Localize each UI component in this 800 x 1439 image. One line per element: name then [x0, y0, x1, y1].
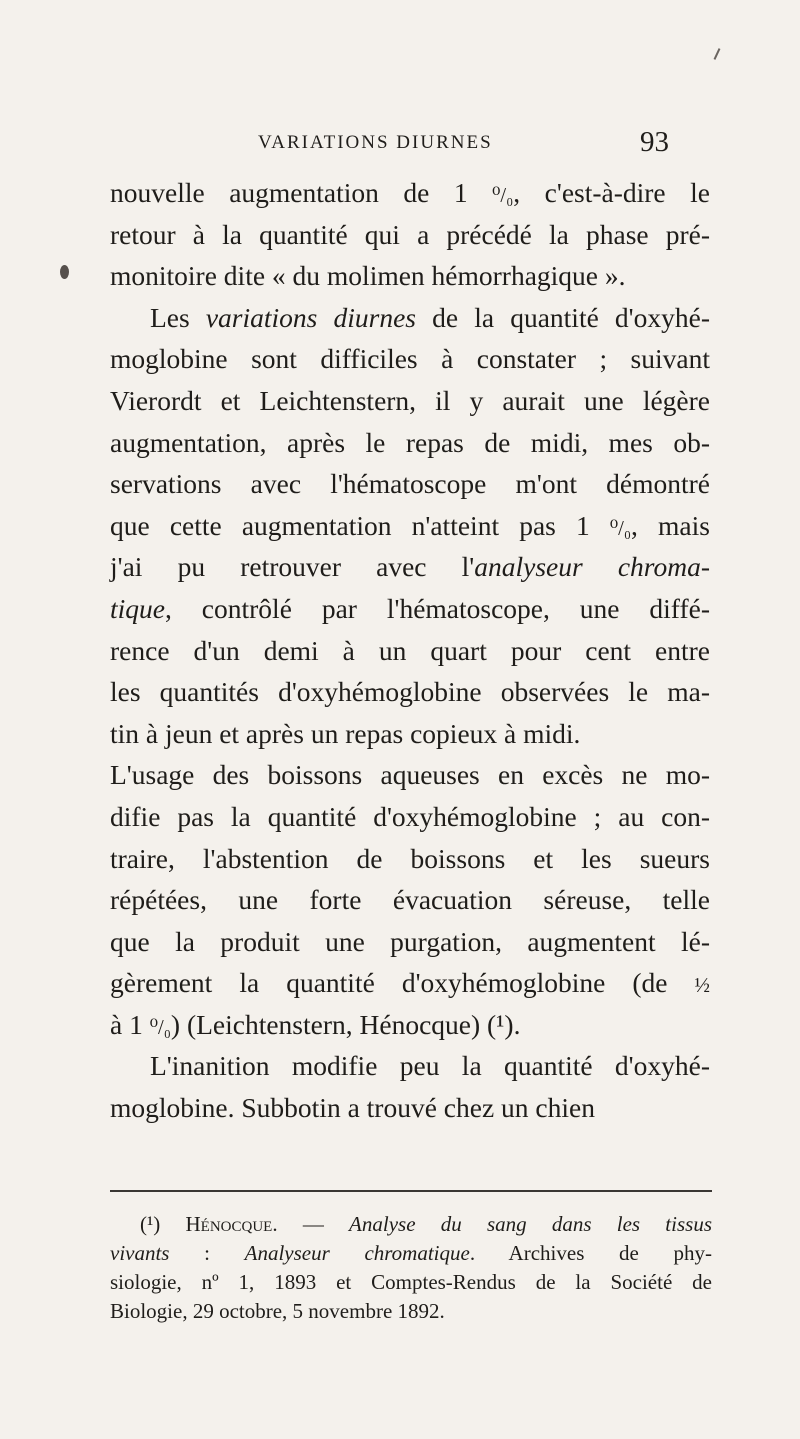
body_lines-line	[110, 172, 710, 214]
text-run: à 1	[110, 1008, 150, 1040]
body_lines-line	[110, 255, 710, 297]
text-run: . Archives de phy-	[469, 1241, 712, 1265]
running-head	[0, 128, 800, 168]
text-run: siologie, nº 1, 1893 et Comptes-Rendus de la Société de	[110, 1270, 712, 1294]
text-run: , c'est-à-dire le	[513, 177, 710, 208]
italic-run: Analyse du sang dans les tissus	[349, 1212, 712, 1236]
text-run: que cette augmentation n'atteint pas 1	[110, 509, 610, 541]
ink-blot	[60, 265, 69, 279]
author-name: Hénocque	[185, 1212, 273, 1236]
body_lines-line	[110, 214, 710, 256]
body_lines-line	[110, 962, 710, 1004]
text-run: :	[169, 1241, 245, 1265]
text-run: moglobine sont difficiles à constater ; suivant	[110, 343, 710, 375]
body_lines-line	[110, 921, 710, 963]
italic-run: analyseur chroma-	[474, 551, 710, 583]
fraction: ½	[694, 975, 710, 998]
body_lines-line	[110, 671, 710, 713]
italic-run: tique	[110, 592, 165, 624]
page-number: 93	[640, 126, 669, 158]
footnote_lines-line	[110, 1268, 712, 1297]
text-run: Les	[150, 301, 206, 333]
italic-run: variations diurnes	[205, 301, 417, 333]
body-text	[110, 172, 710, 1129]
text-run: L'usage des boissons aqueuses en excès ne mo-	[110, 759, 710, 791]
footnote-rule	[110, 1190, 712, 1192]
running-title: VARIATIONS DIURNES	[258, 132, 493, 153]
text-run: monitoire dite « du molimen hémorrhagique ».	[110, 260, 626, 292]
body_lines-line	[110, 588, 710, 630]
body_lines-line	[110, 380, 710, 422]
text-run: nouvelle augmentation de 1	[110, 177, 493, 208]
body_lines-line	[110, 713, 710, 755]
text-run: rence d'un demi à un quart pour cent entre	[110, 634, 710, 666]
italic-run: Analyseur chromatique	[244, 1241, 470, 1265]
body_lines-line	[110, 505, 710, 547]
text-run: ) (Leichtenstern, Hénocque) (¹).	[170, 1008, 521, 1040]
fraction: ⁰/₀	[492, 185, 514, 207]
footnote_lines-line	[110, 1239, 712, 1268]
text-run: augmentation, après le repas de midi, mes ob-	[110, 426, 710, 458]
body_lines-line	[110, 1004, 710, 1046]
text-run: retour à la quantité qui a précédé la phase pré-	[110, 218, 710, 250]
text-run: de la quantité d'oxyhé-	[416, 301, 710, 333]
text-run: tin à jeun et après un repas copieux à midi.	[110, 717, 581, 749]
text-run: les quantités d'oxyhémoglobine observées le ma-	[110, 676, 710, 708]
body_lines-line	[110, 338, 710, 380]
text-run: répétées, une forte évacuation séreuse, telle	[110, 884, 710, 916]
text-run: Vierordt et Leichtenstern, il y aurait une légère	[110, 384, 710, 416]
body_lines-line	[110, 297, 710, 339]
fraction: ⁰/₀	[149, 1016, 171, 1039]
body_lines-line	[110, 422, 710, 464]
body_lines-line	[110, 754, 710, 796]
text-run: Biologie, 29 octobre, 5 novembre 1892.	[110, 1299, 445, 1323]
text-run: (¹)	[140, 1212, 186, 1236]
body_lines-line	[110, 546, 710, 588]
text-run: difie pas la quantité d'oxyhémoglobine ; au con-	[110, 800, 710, 832]
text-run: , contrôlé par l'hématoscope, une diffé-	[165, 592, 710, 624]
body_lines-line	[110, 879, 710, 921]
text-run: moglobine. Subbotin a trouvé chez un chien	[110, 1092, 595, 1124]
body_lines-line	[110, 838, 710, 880]
text-run: , mais	[631, 509, 710, 541]
pencil-mark	[714, 48, 721, 60]
footnote	[110, 1210, 712, 1326]
footnote_lines-line	[110, 1297, 712, 1326]
body_lines-line	[110, 1087, 710, 1129]
text-run: servations avec l'hématoscope m'ont démontré	[110, 468, 710, 500]
italic-run: vivants	[110, 1241, 170, 1265]
text-run: que la produit une purgation, augmentent lé-	[110, 925, 710, 957]
body_lines-line	[110, 796, 710, 838]
fraction: ⁰/₀	[609, 517, 632, 540]
text-run: traire, l'abstention de boissons et les sueurs	[110, 842, 710, 874]
footnote_lines-line	[110, 1210, 712, 1239]
text-run: gèrement la quantité d'oxyhémoglobine (de	[110, 967, 695, 999]
body_lines-line	[110, 630, 710, 672]
body_lines-line	[110, 463, 710, 505]
text-run: j'ai pu retrouver avec l'	[110, 551, 475, 583]
text-run: . —	[272, 1212, 350, 1236]
text-run: L'inanition modifie peu la quantité d'oxyhé-	[150, 1050, 710, 1082]
body_lines-line	[110, 1045, 710, 1087]
